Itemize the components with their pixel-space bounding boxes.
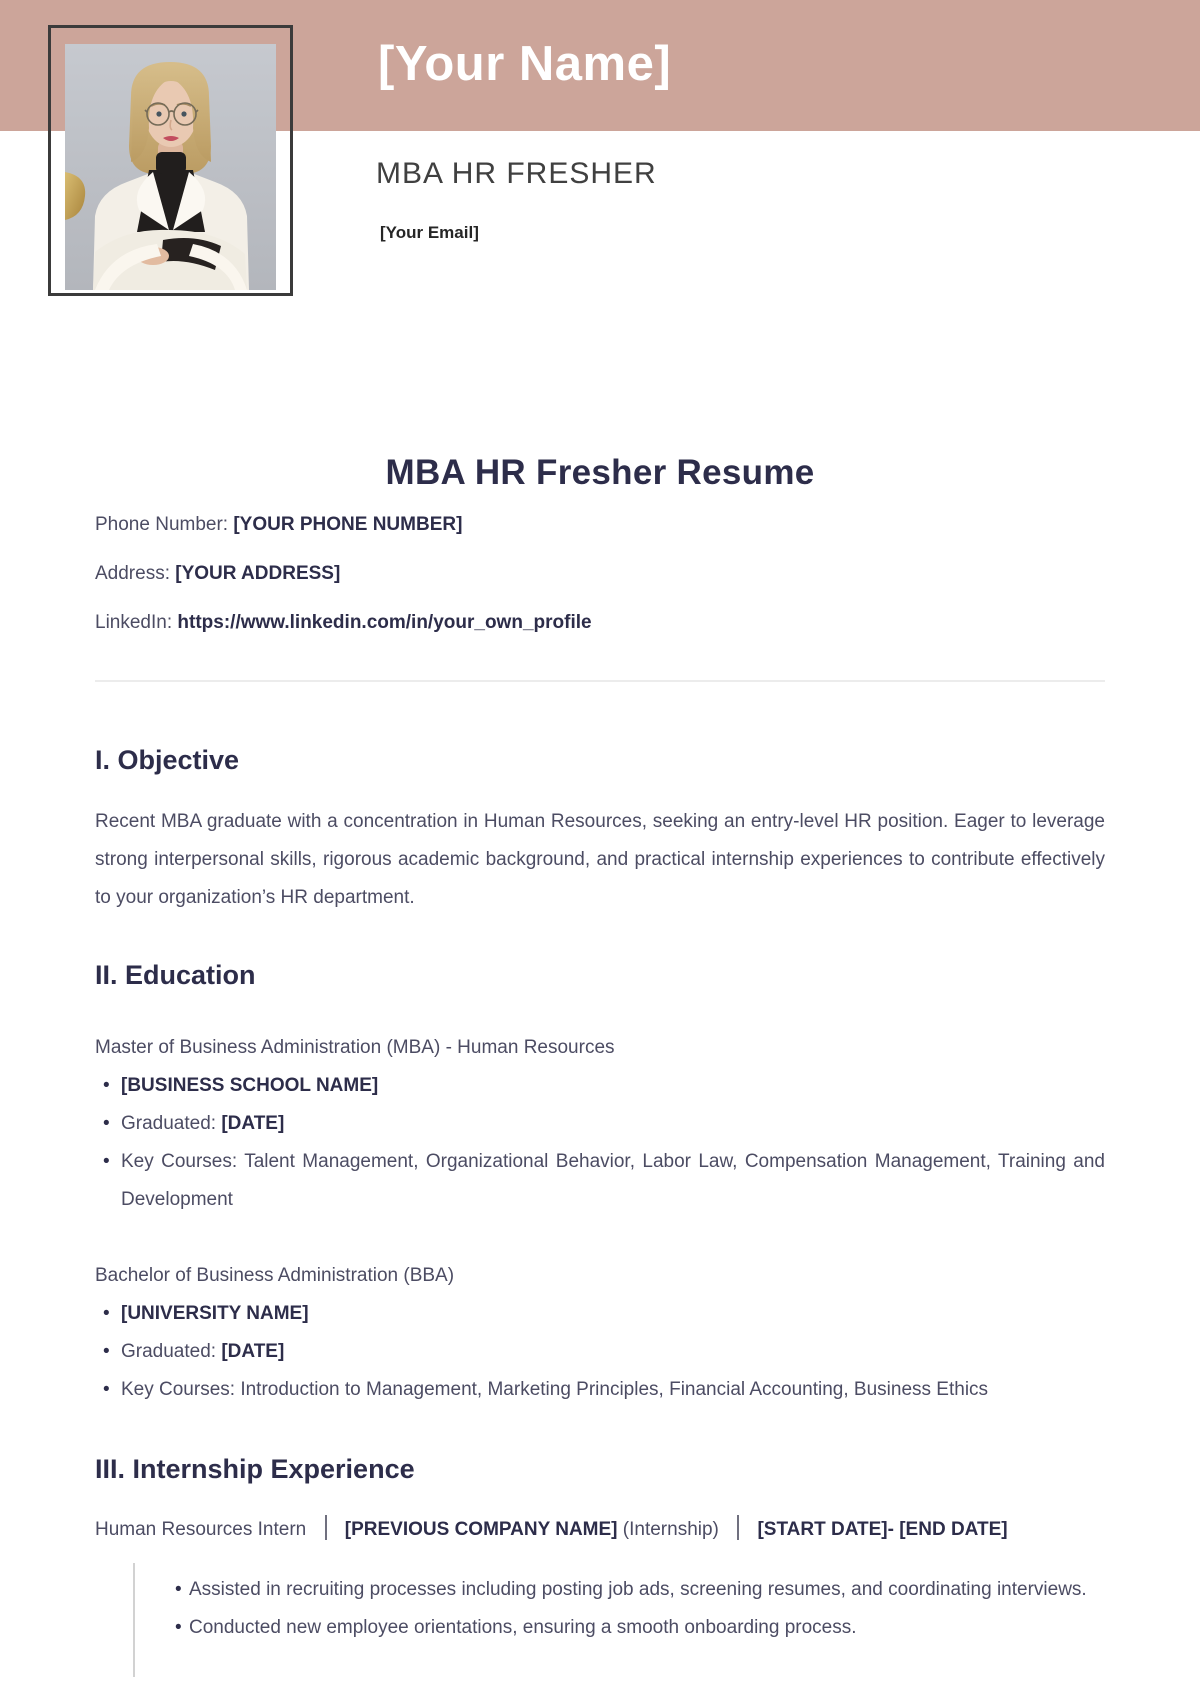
address-label: Address:: [95, 563, 170, 584]
candidate-name: [Your Name]: [378, 37, 672, 91]
education-heading: II. Education: [95, 960, 256, 990]
school-name: [BUSINESS SCHOOL NAME]: [121, 1075, 379, 1096]
list-item: [95, 1333, 1105, 1371]
degree-title-mba: Master of Business Administration (MBA) - Human Resources: [95, 1037, 615, 1058]
section-divider: [95, 680, 1105, 682]
graduation-date: [DATE]: [221, 1113, 285, 1134]
separator-bar: [737, 1515, 739, 1540]
internship-duties-block: [133, 1563, 1105, 1677]
internship-duties-list: [135, 1571, 1105, 1647]
list-item: • Assisted in recruiting processes including posting job ads, screening resumes, and coordinating interviews.: [175, 1571, 1105, 1609]
graduated-label: Graduated:: [121, 1113, 222, 1134]
linkedin-url: https://www.linkedin.com/in/your_own_profile: [177, 612, 592, 633]
header-job-title: MBA HR FRESHER: [376, 157, 657, 190]
university-name: [UNIVERSITY NAME]: [121, 1303, 309, 1324]
degree-title-bba: Bachelor of Business Administration (BBA): [95, 1265, 455, 1286]
contact-phone: [95, 513, 1105, 536]
resume-body: [95, 131, 1105, 1677]
internship-heading: III. Internship Experience: [95, 1454, 415, 1484]
internship-meta: [95, 1510, 1105, 1550]
phone-value: [YOUR PHONE NUMBER]: [233, 514, 463, 535]
address-value: [YOUR ADDRESS]: [175, 563, 341, 584]
header-email: [Your Email]: [380, 223, 479, 242]
internship-company: [PREVIOUS COMPANY NAME]: [344, 1519, 618, 1540]
key-courses-bba: • Key Courses: Introduction to Management, Marketing Principles, Financial Accounting, Business Ethics: [95, 1371, 1105, 1409]
graduation-date: [DATE]: [221, 1341, 285, 1362]
separator-bar: [325, 1515, 327, 1540]
document-title: MBA HR Fresher Resume: [385, 453, 815, 492]
objective-heading: I. Objective: [95, 745, 240, 775]
list-item: [95, 1295, 1105, 1333]
list-item: [95, 1067, 1105, 1105]
contact-linkedin: [95, 611, 1105, 634]
graduated-label: Graduated:: [121, 1341, 222, 1362]
phone-label: Phone Number:: [95, 514, 229, 535]
objective-text: Recent MBA graduate with a concentration in Human Resources, seeking an entry-level HR position. Eager to leverage strong interpersonal skills, rigorous academic background, and practical internship experiences to contribute effectively to your organization’s HR department.: [95, 811, 1105, 908]
degree-mba-details: [95, 1067, 1105, 1219]
list-item: [95, 1105, 1105, 1143]
key-courses-mba: • Key Courses: Talent Management, Organizational Behavior, Labor Law, Compensation Management, Training and Development: [95, 1143, 1105, 1219]
contact-address: [95, 562, 1105, 585]
internship-role: Human Resources Intern: [95, 1519, 307, 1540]
list-item: • Conducted new employee orientations, ensuring a smooth onboarding process.: [175, 1609, 1105, 1647]
internship-note: (Internship): [622, 1519, 719, 1540]
internship-dates: [START DATE]- [END DATE]: [757, 1519, 1008, 1540]
degree-bba-details: [95, 1295, 1105, 1409]
linkedin-label: LinkedIn:: [95, 612, 173, 633]
